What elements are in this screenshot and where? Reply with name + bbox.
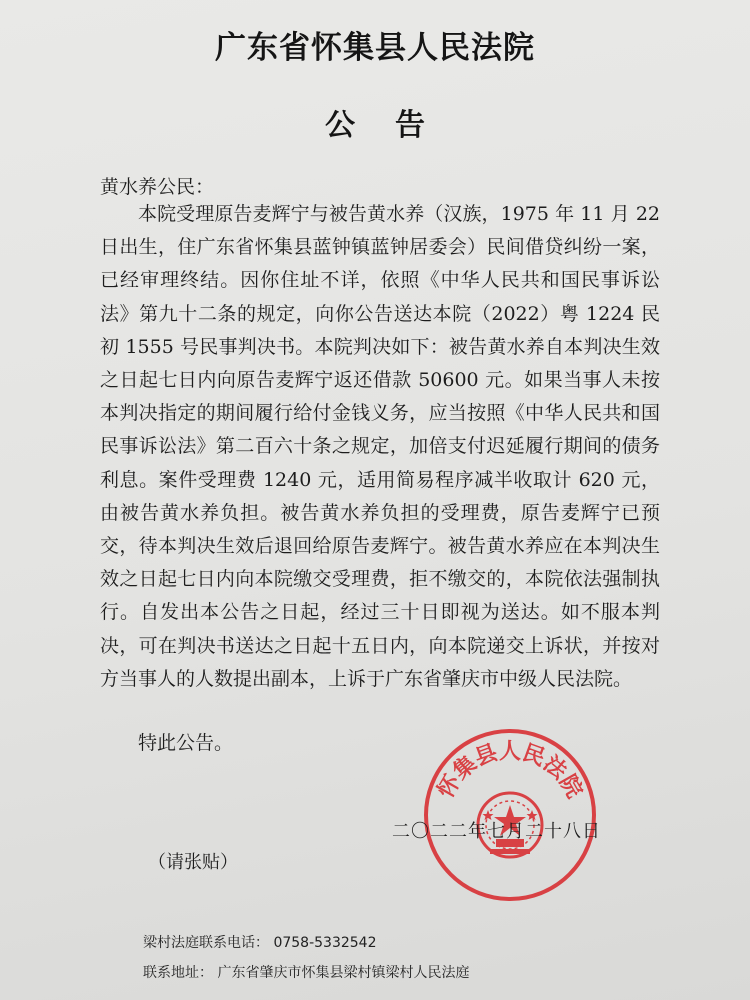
- footer-phone: 梁村法庭联系电话： 0758-5332542: [143, 935, 377, 951]
- court-seal-stamp: [422, 727, 598, 903]
- court-name-heading: 广东省怀集县人民法院: [215, 30, 535, 66]
- addressee-line: 黄水养公民：: [100, 176, 215, 198]
- notice-title: 公告: [325, 108, 465, 143]
- issue-date: 二〇二二年七月二十八日: [392, 821, 601, 842]
- closing-line: 特此公告。: [138, 732, 234, 754]
- posting-note: （请张贴）: [148, 852, 238, 873]
- seal-text: 怀集县人民法院: [433, 739, 587, 803]
- notice-body: 本院受理原告麦辉宁与被告黄水养（汉族，1975 年 11 月 22 日出生，住广东省怀集县蓝钟镇蓝钟居委会）民间借贷纠纷一案，已经审理终结。因你住址不详，依照《中华人民共和国民事诉讼法》第九十二条的规定，向你公告送达本院（2022）粤 1224 民初 1555 号民事判决书。本院判决如下：被告黄水养自本判决生效之日起七日内向原告麦辉宁返还借款 50600 元。如果当事人未按本判决指定的期间履行给付金钱义务，应当按照《中华人民共和国民事诉讼法》第二百六十条之规定，加倍支付迟延履行期间的债务利息。案件受理费 1240 元，适用简易程序减半收取计 620 元，由被告黄水养负担。被告黄水养负担的受理费，原告麦辉宁已预交，待本判决生效后退回给原告麦辉宁。被告黄水养应在本判决生效之日起七日内向本院缴交受理费，拒不缴交的，本院依法强制执行。自发出本公告之日起，经过三十日即视为送达。如不服本判决，可在判决书送达之日起十五日内，向本院递交上诉状，并按对方当事人的人数提出副本，上诉于广东省肇庆市中级人民法院。: [100, 203, 660, 690]
- footer-address: 联系地址： 广东省肇庆市怀集县梁村镇梁村人民法庭: [143, 965, 470, 981]
